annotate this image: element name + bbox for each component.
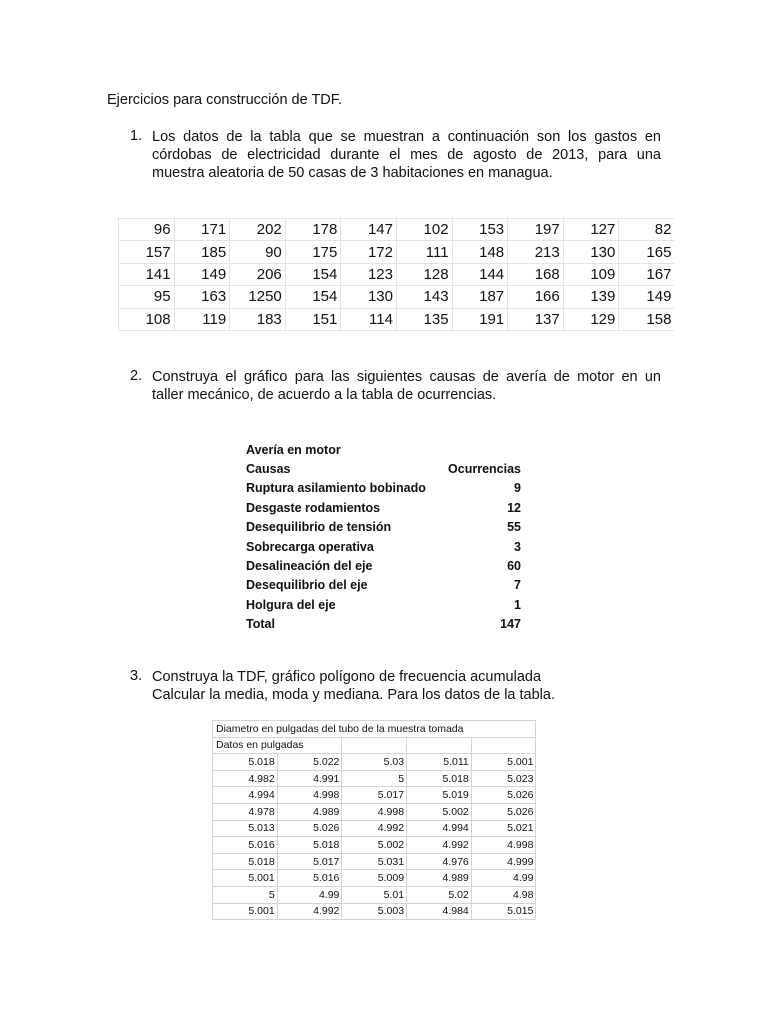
table-cell: 172 (341, 241, 397, 263)
motor-table-title: Avería en motor (246, 442, 341, 457)
table-row (213, 787, 536, 804)
table-cell: 4.999 (471, 853, 536, 870)
question-2-number: 2. (130, 368, 143, 384)
table-cell: 4.982 (213, 770, 278, 787)
table-row (213, 886, 536, 903)
cause-cell: Desalineación del eje (246, 559, 373, 574)
occurrences-cell: 7 (514, 578, 521, 593)
table-cell: 5.01 (342, 886, 407, 903)
table-cell: 185 (174, 241, 230, 263)
table-cell: 5.016 (277, 870, 342, 887)
table-cell: 5.021 (471, 820, 536, 837)
table-row (246, 537, 521, 556)
question-1-text (152, 128, 661, 182)
cause-cell: Desequilibrio de tensión (246, 520, 392, 535)
table-row (246, 498, 521, 517)
table-cell: 95 (119, 286, 175, 308)
table-cell: 154 (285, 286, 341, 308)
table-cell: 151 (285, 308, 341, 330)
table-cell: 202 (230, 219, 286, 241)
question-3-text (152, 668, 672, 704)
question-3-line: Construya la TDF, gráfico polígono de frecuencia acumulada (152, 669, 542, 685)
cause-cell: Ruptura asilamiento bobinado (246, 481, 426, 496)
table-cell: 183 (230, 308, 286, 330)
table-cell: 148 (452, 241, 508, 263)
table-cell: 4.991 (277, 770, 342, 787)
table-cell: 4.998 (277, 787, 342, 804)
table-cell: 123 (341, 263, 397, 285)
table-cell: 5.02 (407, 886, 472, 903)
table-row (246, 459, 521, 478)
table-cell: 5.018 (213, 853, 278, 870)
pipe-diameter-table (212, 720, 536, 920)
table-cell: 157 (119, 241, 175, 263)
question-2-line: taller mecánico, de acuerdo a la tabla de ocurrencias. (152, 387, 497, 403)
table-cell: 5.018 (407, 770, 472, 787)
table-cell: 5.015 (471, 903, 536, 920)
table-cell: 109 (563, 263, 619, 285)
table-cell: 5.016 (213, 837, 278, 854)
table-cell: 144 (452, 263, 508, 285)
table-cell: 5 (213, 886, 278, 903)
table-cell: 5.018 (213, 754, 278, 771)
table-row (213, 721, 536, 738)
table-cell: 135 (396, 308, 452, 330)
table-cell: 167 (619, 263, 675, 285)
table-row (213, 820, 536, 837)
table-cell: 191 (452, 308, 508, 330)
question-3-number: 3. (130, 668, 143, 684)
table-row (213, 803, 536, 820)
occurrences-cell: 3 (514, 539, 521, 554)
diameter-table-title: Diametro en pulgadas del tubo de la muestra tomada (213, 721, 536, 738)
table-cell: 127 (563, 219, 619, 241)
table-row (213, 837, 536, 854)
question-2-text (152, 368, 661, 404)
table-cell: 154 (285, 263, 341, 285)
table-row (246, 615, 521, 634)
table-row (246, 556, 521, 575)
table-cell: 5.023 (471, 770, 536, 787)
table-row (246, 479, 521, 498)
question-2-line: Construya el gráfico para las siguientes causas de avería de motor en un (152, 369, 661, 385)
table-row (213, 754, 536, 771)
question-3-line: Calcular la media, moda y mediana. Para los datos de la tabla. (152, 687, 555, 703)
table-row (246, 440, 521, 459)
table-cell: 4.98 (471, 886, 536, 903)
ocurrencias-header: Ocurrencias (448, 462, 521, 477)
table-cell: 5.03 (342, 754, 407, 771)
table-cell: 4.978 (213, 803, 278, 820)
table-cell: 141 (119, 263, 175, 285)
table-row (213, 770, 536, 787)
table-cell: 206 (230, 263, 286, 285)
table-cell: 5.019 (407, 787, 472, 804)
table-cell: 168 (508, 263, 564, 285)
table-cell: 96 (119, 219, 175, 241)
occurrences-cell: 1 (514, 597, 521, 612)
table-cell: 4.989 (277, 803, 342, 820)
table-cell: 5.018 (277, 837, 342, 854)
causas-header: Causas (246, 462, 291, 477)
table-row (246, 595, 521, 614)
cause-cell: Holgura del eje (246, 597, 336, 612)
cause-cell: Desgaste rodamientos (246, 500, 381, 515)
table-cell: 171 (174, 219, 230, 241)
table-cell: 5.013 (213, 820, 278, 837)
table-cell: 213 (508, 241, 564, 263)
table-cell: 158 (619, 308, 675, 330)
table-cell: 163 (174, 286, 230, 308)
table-cell: 4.998 (342, 803, 407, 820)
occurrences-cell: 55 (507, 520, 521, 535)
document-title: Ejercicios para construcción de TDF. (107, 92, 343, 108)
table-cell: 187 (452, 286, 508, 308)
table-cell: 137 (508, 308, 564, 330)
table-cell: 5.009 (342, 870, 407, 887)
table-cell: 5.001 (213, 903, 278, 920)
table-cell: 4.992 (407, 837, 472, 854)
table-cell: 108 (119, 308, 175, 330)
table-cell: 5.031 (342, 853, 407, 870)
table-cell: 5.003 (342, 903, 407, 920)
table-cell: 128 (396, 263, 452, 285)
table-row (119, 308, 675, 330)
table-cell: 90 (230, 241, 286, 263)
cause-cell: Desequilibrio del eje (246, 578, 368, 593)
table-row (213, 737, 536, 754)
table-cell: 130 (563, 241, 619, 263)
table-cell: 4.976 (407, 853, 472, 870)
question-1-line: Los datos de la tabla que se muestran a continuación son los gastos en (152, 129, 661, 145)
table-cell: 114 (341, 308, 397, 330)
table-cell: 147 (341, 219, 397, 241)
table-row (246, 518, 521, 537)
table-cell: 149 (174, 263, 230, 285)
occurrences-cell: 147 (500, 617, 521, 632)
table-cell: 1250 (230, 286, 286, 308)
table-cell: 197 (508, 219, 564, 241)
table-cell: 143 (396, 286, 452, 308)
table-cell: 5.001 (471, 754, 536, 771)
question-1-line: córdobas de electricidad durante el mes de agosto de 2013, para una (152, 147, 661, 163)
table-cell: 4.992 (342, 820, 407, 837)
table-row (213, 903, 536, 920)
table-cell: 139 (563, 286, 619, 308)
table-cell: 4.994 (213, 787, 278, 804)
table-row (213, 870, 536, 887)
occurrences-cell: 9 (514, 481, 521, 496)
diameter-table-subtitle: Datos en pulgadas (213, 737, 342, 754)
question-1-line: muestra aleatoria de 50 casas de 3 habitaciones en managua. (152, 165, 553, 181)
table-cell: 4.99 (471, 870, 536, 887)
table-cell: 5.026 (471, 803, 536, 820)
table-cell: 149 (619, 286, 675, 308)
cause-cell: Sobrecarga operativa (246, 539, 374, 554)
cause-cell: Total (246, 617, 275, 632)
table-cell: 129 (563, 308, 619, 330)
table-cell: 166 (508, 286, 564, 308)
table-cell: 5.002 (407, 803, 472, 820)
table-cell: 111 (396, 241, 452, 263)
table-cell: 4.992 (277, 903, 342, 920)
table-cell: 165 (619, 241, 675, 263)
table-cell: 130 (341, 286, 397, 308)
table-cell: 4.994 (407, 820, 472, 837)
table-row (213, 853, 536, 870)
occurrences-cell: 60 (507, 559, 521, 574)
table-cell: 5.001 (213, 870, 278, 887)
table-row (246, 576, 521, 595)
question-1-number: 1. (130, 128, 143, 144)
table-cell: 102 (396, 219, 452, 241)
table-cell: 4.984 (407, 903, 472, 920)
table-row (119, 263, 675, 285)
table-cell: 5.026 (471, 787, 536, 804)
table-cell: 5 (342, 770, 407, 787)
table-row (119, 219, 675, 241)
table-cell: 5.026 (277, 820, 342, 837)
table-cell: 153 (452, 219, 508, 241)
occurrences-cell: 12 (507, 500, 521, 515)
table-cell: 5.017 (277, 853, 342, 870)
motor-failure-table (246, 440, 521, 634)
table-cell: 4.998 (471, 837, 536, 854)
table-cell: 5.002 (342, 837, 407, 854)
table-cell: 5.017 (342, 787, 407, 804)
table-cell: 4.99 (277, 886, 342, 903)
table-cell: 5.011 (407, 754, 472, 771)
table-cell: 4.989 (407, 870, 472, 887)
table-cell: 5.022 (277, 754, 342, 771)
table-row (119, 286, 675, 308)
table-cell: 175 (285, 241, 341, 263)
table-row (119, 241, 675, 263)
table-cell: 82 (619, 219, 675, 241)
table-cell: 178 (285, 219, 341, 241)
table-cell: 119 (174, 308, 230, 330)
electricity-expenses-table (118, 218, 674, 331)
